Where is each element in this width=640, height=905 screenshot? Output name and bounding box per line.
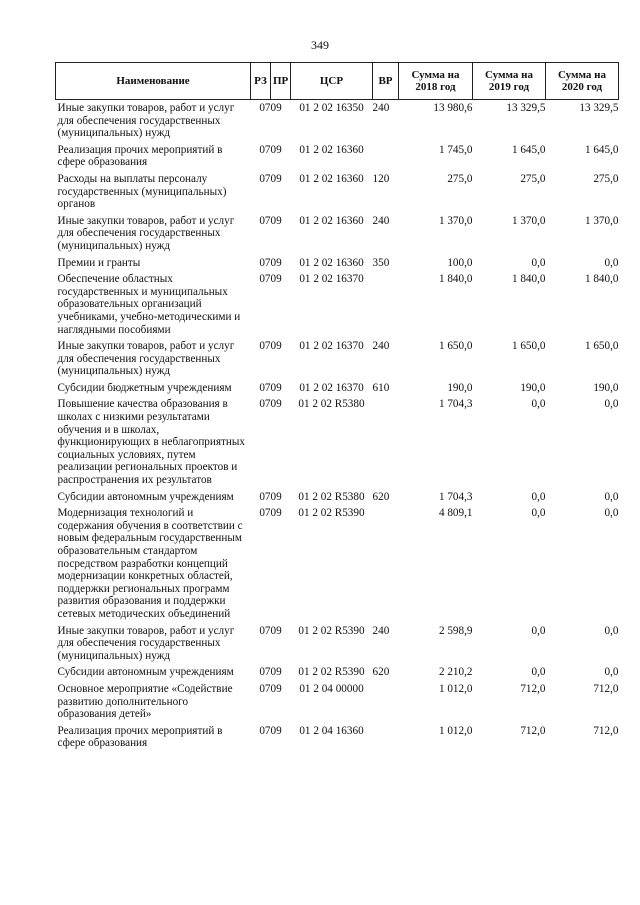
cell-sum-2018: 1 012,0 xyxy=(438,682,473,695)
cell-csr: 01 2 02 16370 xyxy=(299,340,364,353)
table-row xyxy=(56,173,619,215)
cell-pr: 09 xyxy=(270,381,282,394)
cell-name: Иные закупки товаров, работ и услуг для обеспечения государственных (муниципальных) нужд xyxy=(57,214,235,252)
cell-csr: 01 2 04 16360 xyxy=(299,724,364,737)
cell-sum-2019: 0,0 xyxy=(531,490,546,503)
cell-vr: 120 xyxy=(372,172,390,185)
cell-name: Субсидии автономным учреждениям xyxy=(57,666,234,679)
cell-sum-2020: 0,0 xyxy=(604,507,619,520)
cell-csr: 01 2 02 16370 xyxy=(299,381,364,394)
cell-vr: 240 xyxy=(372,102,390,114)
cell-vr: 240 xyxy=(372,624,390,637)
page-number: 349 xyxy=(311,38,329,52)
cell-sum-2019: 1 650,0 xyxy=(511,340,546,353)
cell-pr: 09 xyxy=(270,624,282,637)
cell-sum-2020: 13 329,5 xyxy=(579,102,619,114)
cell-sum-2019: 0,0 xyxy=(531,624,546,637)
cell-sum-2020: 0,0 xyxy=(604,624,619,637)
cell-rz: 07 xyxy=(259,666,271,679)
cell-sum-2018: 1 370,0 xyxy=(438,214,473,227)
cell-rz: 07 xyxy=(259,143,271,156)
cell-csr: 01 2 02 16360 xyxy=(299,143,364,156)
cell-pr: 09 xyxy=(270,143,282,156)
cell-sum-2019: 1 840,0 xyxy=(511,273,546,286)
cell-rz: 07 xyxy=(259,256,271,269)
cell-csr: 01 2 02 R5380 xyxy=(298,398,365,411)
cell-sum-2018: 190,0 xyxy=(447,381,473,394)
cell-rz: 07 xyxy=(259,340,271,353)
table-row xyxy=(56,666,619,683)
cell-name: Основное мероприятие «Содействие развитию дополнительного образования детей» xyxy=(57,682,233,721)
cell-sum-2020: 1 650,0 xyxy=(584,340,619,353)
header-pr: ПР xyxy=(271,63,291,100)
cell-vr xyxy=(373,725,399,754)
table-row xyxy=(56,491,619,508)
cell-sum-2020: 0,0 xyxy=(604,666,619,679)
cell-name: Реализация прочих мероприятий в сфере образования xyxy=(57,724,223,750)
cell-sum-2020: 1 840,0 xyxy=(584,273,619,286)
table-row xyxy=(56,340,619,382)
cell-sum-2019: 0,0 xyxy=(531,507,546,520)
cell-name: Субсидии бюджетным учреждениям xyxy=(57,381,232,394)
cell-pr: 09 xyxy=(270,172,282,185)
cell-sum-2018: 100,0 xyxy=(447,256,473,269)
cell-name: Иные закупки товаров, работ и услуг для обеспечения государственных (муниципальных) нужд xyxy=(57,102,235,140)
cell-sum-2018: 275,0 xyxy=(447,172,473,185)
cell-rz: 07 xyxy=(259,490,271,503)
cell-pr: 09 xyxy=(270,507,282,520)
cell-sum-2018: 1 745,0 xyxy=(438,143,473,156)
cell-vr xyxy=(373,144,399,173)
cell-sum-2020: 712,0 xyxy=(593,682,619,695)
table-row xyxy=(56,725,619,754)
cell-vr: 610 xyxy=(372,381,390,394)
cell-sum-2020: 1 645,0 xyxy=(584,143,619,156)
cell-sum-2018: 1 704,3 xyxy=(438,490,473,503)
cell-pr: 09 xyxy=(270,490,282,503)
header-sum-2019: Сумма на 2019 год xyxy=(473,63,546,100)
cell-name: Премии и гранты xyxy=(57,256,141,269)
header-csr: ЦСР xyxy=(291,63,373,100)
cell-csr: 01 2 04 00000 xyxy=(299,682,364,695)
cell-pr: 09 xyxy=(270,273,282,286)
table-body xyxy=(56,100,619,754)
cell-rz: 07 xyxy=(259,214,271,227)
cell-rz: 07 xyxy=(259,682,271,695)
cell-vr xyxy=(373,683,399,725)
header-name: Наименование xyxy=(56,63,251,100)
table-row xyxy=(56,398,619,490)
cell-sum-2018: 13 980,6 xyxy=(433,102,473,114)
table-row xyxy=(56,215,619,257)
cell-sum-2018: 1 650,0 xyxy=(438,340,473,353)
cell-name: Расходы на выплаты персоналу государственных (муниципальных) органов xyxy=(57,172,227,211)
cell-rz: 07 xyxy=(259,172,271,185)
cell-sum-2019: 712,0 xyxy=(520,682,546,695)
cell-rz: 07 xyxy=(259,624,271,637)
cell-sum-2019: 1 645,0 xyxy=(511,143,546,156)
cell-sum-2020: 1 370,0 xyxy=(584,214,619,227)
table-row xyxy=(56,257,619,274)
cell-vr xyxy=(373,273,399,340)
cell-name: Обеспечение областных государственных и муниципальных образовательных организаций учебниками, учебно-методическими и наглядными пособиями xyxy=(57,273,241,336)
cell-vr: 350 xyxy=(372,256,390,269)
cell-csr: 01 2 02 R5390 xyxy=(298,624,365,637)
cell-sum-2018: 2 598,9 xyxy=(438,624,473,637)
header-sum-2018: Сумма на 2018 год xyxy=(399,63,473,100)
cell-vr: 620 xyxy=(372,490,390,503)
table-row xyxy=(56,625,619,667)
cell-name: Иные закупки товаров, работ и услуг для обеспечения государственных (муниципальных) нужд xyxy=(57,624,235,662)
cell-vr xyxy=(373,507,399,624)
header-rz: РЗ xyxy=(251,63,271,100)
cell-pr: 09 xyxy=(270,682,282,695)
cell-sum-2018: 1 840,0 xyxy=(438,273,473,286)
cell-rz: 07 xyxy=(259,507,271,520)
cell-rz: 07 xyxy=(259,381,271,394)
cell-csr: 01 2 02 16360 xyxy=(299,172,364,185)
cell-csr: 01 2 02 16360 xyxy=(299,256,364,269)
cell-pr: 09 xyxy=(270,340,282,353)
cell-sum-2018: 1 704,3 xyxy=(438,398,473,411)
cell-csr: 01 2 02 R5390 xyxy=(298,507,365,520)
cell-sum-2019: 13 329,5 xyxy=(506,102,546,114)
table-row xyxy=(56,683,619,725)
cell-sum-2020: 190,0 xyxy=(593,381,619,394)
header-vr: ВР xyxy=(373,63,399,100)
table-row xyxy=(56,100,619,144)
table-row xyxy=(56,273,619,340)
cell-csr: 01 2 02 R5380 xyxy=(298,490,365,503)
cell-pr: 09 xyxy=(270,214,282,227)
table-row xyxy=(56,382,619,399)
cell-sum-2019: 275,0 xyxy=(520,172,546,185)
cell-sum-2019: 1 370,0 xyxy=(511,214,546,227)
cell-sum-2018: 2 210,2 xyxy=(438,666,473,679)
cell-pr: 09 xyxy=(270,666,282,679)
cell-csr: 01 2 02 16370 xyxy=(299,273,364,286)
cell-sum-2020: 712,0 xyxy=(593,724,619,737)
cell-name: Повышение качества образования в школах с низкими результатами обучения и в школах, функционирующих в неблагоприятных социальных условиях, путем реализации региональных проектов и распространения их результатов xyxy=(57,398,246,487)
table-row xyxy=(56,144,619,173)
cell-sum-2019: 190,0 xyxy=(520,381,546,394)
cell-name: Модернизация технологий и содержания обучения в соответствии с новым федеральным государственным образовательным стандартом посредством разработки концепций модернизации конкретных областей, поддержки региональных программ развития образования и поддержки сетевых методических объединений xyxy=(57,507,243,620)
cell-sum-2019: 0,0 xyxy=(531,666,546,679)
cell-rz: 07 xyxy=(259,724,271,737)
cell-csr: 01 2 02 R5390 xyxy=(298,666,365,679)
budget-table xyxy=(55,62,619,754)
cell-csr: 01 2 02 16350 xyxy=(299,102,364,114)
header-sum-2020: Сумма на 2020 год xyxy=(546,63,619,100)
cell-sum-2019: 0,0 xyxy=(531,256,546,269)
cell-rz: 07 xyxy=(259,102,271,114)
cell-sum-2020: 275,0 xyxy=(593,172,619,185)
cell-csr: 01 2 02 16360 xyxy=(299,214,364,227)
cell-vr: 240 xyxy=(372,214,390,227)
cell-sum-2019: 0,0 xyxy=(531,398,546,411)
cell-pr: 09 xyxy=(270,724,282,737)
cell-sum-2020: 0,0 xyxy=(604,490,619,503)
cell-name: Субсидии автономным учреждениям xyxy=(57,490,234,503)
cell-vr: 240 xyxy=(372,340,390,353)
cell-pr: 09 xyxy=(270,102,282,114)
cell-sum-2019: 712,0 xyxy=(520,724,546,737)
cell-pr: 09 xyxy=(270,398,282,411)
cell-sum-2020: 0,0 xyxy=(604,398,619,411)
cell-sum-2020: 0,0 xyxy=(604,256,619,269)
cell-vr xyxy=(373,398,399,490)
cell-rz: 07 xyxy=(259,273,271,286)
table-header-row xyxy=(56,63,619,100)
cell-rz: 07 xyxy=(259,398,271,411)
cell-name: Иные закупки товаров, работ и услуг для обеспечения государственных (муниципальных) нужд xyxy=(57,340,235,378)
cell-sum-2018: 1 012,0 xyxy=(438,724,473,737)
cell-name: Реализация прочих мероприятий в сфере образования xyxy=(57,143,223,169)
cell-sum-2018: 4 809,1 xyxy=(438,507,473,520)
table-row xyxy=(56,507,619,624)
cell-pr: 09 xyxy=(270,256,282,269)
cell-vr: 620 xyxy=(372,666,390,679)
